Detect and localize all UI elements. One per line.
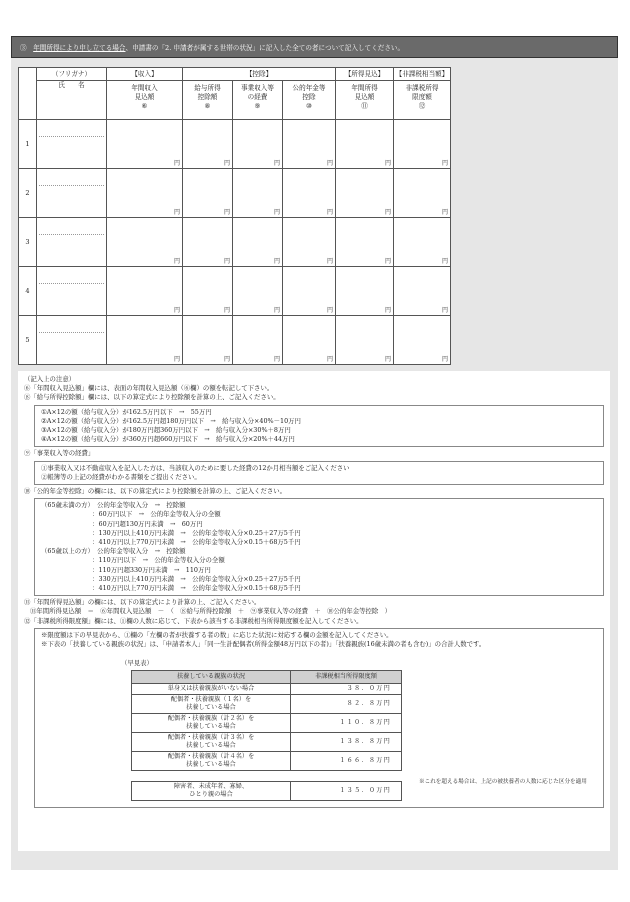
amount-field-6[interactable]: [394, 316, 451, 365]
quick-table-row: [132, 714, 402, 733]
note-10-line: ：130万円以上410万円未満 → 公的年金等収入分×0.25＋27万5千円: [41, 528, 301, 537]
yen-unit: 円: [384, 208, 391, 216]
quick-status-line: 配偶者・扶養親族（計４名）を: [167, 753, 255, 761]
note-10-line: ：410万円以上770万円未満 → 公的年金等収入分×0.15＋68万5千円: [41, 584, 301, 593]
quick-status: [132, 684, 291, 695]
yen-unit: 円: [441, 355, 448, 363]
amount-field-6[interactable]: [394, 120, 451, 169]
section-header-text: 、申請書の「2. 申請者が属する世帯の状況」に記入した全ての者について記入してください。: [125, 44, 405, 52]
quick-col-amount: 非課税相当所得限度額: [291, 671, 402, 684]
note-10: ⑩「公的年金等控除」の欄には、以下の算定式により控除額を計算の上、ご記入ください。: [24, 487, 287, 496]
col-header-label-line: 見込額: [354, 92, 375, 101]
yen-unit: 円: [384, 306, 391, 314]
name-header: 氏 名: [37, 81, 107, 120]
col-header-number: ⑥: [141, 101, 148, 110]
yen-unit: 円: [326, 208, 333, 216]
yen-unit: 円: [326, 159, 333, 167]
quick-status-line: 障害者、未成年者、寡婦、: [173, 783, 249, 791]
quick-amount: １６６．８万円: [291, 752, 402, 771]
amount-field-6[interactable]: [394, 267, 451, 316]
furigana-header: （フリガナ）: [37, 68, 107, 81]
quick-status: [132, 782, 291, 801]
yen-unit: 円: [223, 208, 230, 216]
row-number: 3: [19, 218, 37, 267]
yen-unit: 円: [173, 306, 180, 314]
note-8-line: ②A×12の額（給与収入分）が162.5万円超180万円以下 → 給与収入分×40%－10万円: [41, 416, 301, 425]
quick-table-footnote: ※これを超える場合は、上記の被扶養者の人数に応じた区分を適用: [419, 779, 587, 786]
yen-unit: 円: [273, 306, 280, 314]
amount-field-5[interactable]: [336, 169, 394, 218]
name-field[interactable]: [37, 316, 107, 365]
note-10-line: ：60万円超130万円未満 → 60万円: [41, 519, 203, 528]
yen-unit: 円: [384, 355, 391, 363]
col-header-1: [107, 81, 183, 120]
col-header-label-line: 控除額: [197, 92, 218, 101]
col-header-number: ⑫: [418, 101, 426, 110]
quick-status-line: 扶養している場合: [186, 723, 236, 731]
table-row: [19, 316, 451, 365]
yen-unit: 円: [273, 257, 280, 265]
col-header-number: ⑧: [204, 101, 211, 110]
quick-status: [132, 752, 291, 771]
group-deduction: 【控除】: [183, 68, 336, 81]
group-income: 【収入】: [107, 68, 183, 81]
quick-table-row: [132, 733, 402, 752]
notes-title: （記入上の注意）: [24, 375, 76, 383]
yen-unit: 円: [223, 257, 230, 265]
yen-unit: 円: [173, 355, 180, 363]
quick-amount: １３８．８万円: [291, 733, 402, 752]
amount-field-6[interactable]: [394, 169, 451, 218]
group-income-estimate: 【所得見込】: [336, 68, 394, 81]
amount-field-5[interactable]: [336, 120, 394, 169]
yen-unit: 円: [223, 306, 230, 314]
note-10-line: ：330万円以上410万円未満 → 公的年金等収入分×0.25＋27万5千円: [41, 574, 301, 583]
yen-unit: 円: [441, 257, 448, 265]
row-number: 5: [19, 316, 37, 365]
yen-unit: 円: [173, 257, 180, 265]
yen-unit: 円: [273, 355, 280, 363]
note-10-line: ：410万円以上770万円未満 → 公的年金等収入分×0.15＋68万5千円: [41, 538, 301, 547]
note-9-line: ②帳簿等の上記の経費がわかる書類をご提出ください。: [41, 472, 201, 481]
amount-field-5[interactable]: [336, 316, 394, 365]
amount-field-5[interactable]: [336, 267, 394, 316]
amount-field-2[interactable]: [183, 169, 233, 218]
row-number: 4: [19, 267, 37, 316]
quick-status: [132, 714, 291, 733]
section-number: ③: [20, 44, 27, 52]
quick-status-line: 扶養している場合: [186, 761, 236, 769]
note-10-line: ：110万円超330万円未満 → 110万円: [41, 565, 211, 574]
quick-table-row: [132, 752, 402, 771]
col-header-2: [183, 81, 233, 120]
col-header-label-line: 年間所得: [351, 84, 378, 92]
quick-table-row: [132, 684, 402, 695]
amount-field-6[interactable]: [394, 218, 451, 267]
quick-amount: ８２．８万円: [291, 695, 402, 714]
yen-unit: 円: [384, 257, 391, 265]
table-row: [19, 120, 451, 169]
col-header-label-line: 給与所得: [194, 84, 221, 92]
amount-field-2[interactable]: [183, 267, 233, 316]
yen-unit: 円: [273, 208, 280, 216]
col-header-4: [283, 81, 336, 120]
note-10-box: [34, 498, 604, 596]
quick-table-row: [132, 782, 402, 801]
quick-table-row: [132, 695, 402, 714]
yen-unit: 円: [441, 208, 448, 216]
col-header-label-line: 非課税所得: [405, 84, 439, 92]
quick-status-line: 配偶者・扶養親族（計３名）を: [167, 734, 255, 742]
table-row: [19, 267, 451, 316]
note-6: ⑥「年間収入見込額」欄には、表面の年間収入見込額（⑥欄）の額を転記して下さい。: [24, 384, 274, 393]
quick-status-line: 配偶者・扶養親族（１名）を: [170, 696, 252, 704]
amount-field-2[interactable]: [183, 316, 233, 365]
note-10-line: ：60万円以下 → 公的年金等収入分の全額: [41, 510, 221, 519]
note-10-line: （65歳以上の方） 公的年金等収入分 → 控除額: [41, 547, 186, 556]
yen-unit: 円: [326, 257, 333, 265]
amount-field-4[interactable]: [283, 267, 336, 316]
table-row: [19, 169, 451, 218]
group-nontax: 【非課税相当額】: [394, 68, 451, 81]
note-9-line: ①事業収入又は不動産収入を記入した方は、当該収入のために要した経費の12か月相当額をご記入ください: [41, 463, 350, 472]
yen-unit: 円: [441, 306, 448, 314]
yen-unit: 円: [441, 159, 448, 167]
col-header-6: [394, 81, 451, 120]
col-header-label-line: 見込額: [134, 92, 155, 101]
name-field[interactable]: [37, 267, 107, 316]
amount-field-3[interactable]: [233, 218, 283, 267]
note-8-line: ③A×12の額（給与収入分）が180万円超360万円以下 → 給与収入分×30%＋8万円: [41, 426, 291, 435]
note-10-line: ：110万円以下 → 公的年金等収入分の全額: [41, 556, 225, 565]
amount-field-4[interactable]: [283, 169, 336, 218]
note-12-line: ※下表の「扶養している親族の状況」は、「申請者本人」「同一生計配偶者(所得金額48万円以下の者)」「扶養親族(16歳未満の者も含む)」の合計人数です。: [41, 640, 486, 649]
col-header-label-line: 公的年金等: [292, 84, 326, 92]
quick-status-line: 単身又は扶養親族がいない場合: [167, 685, 255, 693]
yen-unit: 円: [223, 159, 230, 167]
table-row: [19, 218, 451, 267]
quick-table-title: （早見表）: [121, 659, 153, 668]
col-header-number: ⑩: [306, 101, 312, 110]
quick-status: [132, 733, 291, 752]
quick-amount: ３８．０万円: [291, 684, 402, 695]
col-header-label-line: 控除: [302, 92, 316, 101]
notes-section: [18, 371, 610, 851]
quick-status-line: ひとり親の場合: [189, 791, 233, 799]
amount-field-1[interactable]: [107, 316, 183, 365]
income-table: [18, 67, 451, 365]
yen-unit: 円: [384, 159, 391, 167]
note-12: ⑫「非課税所得限度額」欄には、①欄の人数に応じて、下表から該当する非課税相当所得限度額を記入してください。: [24, 616, 363, 625]
special-case-table: [131, 781, 402, 801]
note-10-line: （65歳未満の方） 公的年金等収入分 → 控除額: [41, 501, 186, 510]
note-11: ⑪「年間所得見込額」の欄には、以下の算定式により計算の上、ご記入ください。: [24, 598, 261, 607]
note-8: ⑧「給与所得控除額」欄には、以下の算定式により控除額を計算の上、ご記入ください。: [24, 393, 280, 402]
section-header: [11, 36, 618, 58]
quick-amount: １３５．０万円: [291, 782, 402, 801]
quick-col-status: 扶養している親族の状況: [132, 671, 291, 684]
note-11-formula: ⑪年間所得見込額 ＝ ⑥年間収入見込額 － （ ⑧給与所得控除額 ＋ ⑨事業収入等の経費 ＋ ⑩公的年金等控除 ）: [30, 607, 392, 616]
name-field[interactable]: [37, 218, 107, 267]
row-number: 2: [19, 169, 37, 218]
col-header-number: ⑨: [254, 101, 261, 110]
note-9: ⑨「事業収入等の経費」: [24, 449, 95, 458]
yen-unit: 円: [173, 159, 180, 167]
row-number-header: [19, 68, 37, 120]
amount-field-1[interactable]: [107, 120, 183, 169]
note-8-box: [34, 405, 604, 448]
col-header-label-line: 事業収入等: [241, 84, 274, 92]
amount-field-4[interactable]: [283, 120, 336, 169]
yen-unit: 円: [326, 306, 333, 314]
section-header-underlined: 年間所得により申し立てる場合: [33, 44, 126, 52]
note-12-line: ※限度額は下の早見表から、①欄の「左欄の者が扶養する者の数」に応じた状況に対応する欄の金額を記入してください。: [41, 630, 393, 639]
yen-unit: 円: [326, 355, 333, 363]
name-field[interactable]: [37, 120, 107, 169]
note-8-line: ④A×12の額（給与収入分）が360万円超660万円以下 → 給与収入分×20%＋44万円: [41, 435, 295, 444]
amount-field-2[interactable]: [183, 218, 233, 267]
col-header-label-line: 年間収入: [131, 84, 158, 92]
col-header-label-line: の経費: [247, 92, 268, 101]
quick-status-line: 扶養している場合: [186, 742, 236, 750]
note-12-box: [34, 628, 604, 809]
amount-field-4[interactable]: [283, 218, 336, 267]
quick-status: [132, 695, 291, 714]
note-8-line: ①A×12の額（給与収入分）が162.5万円以下 → 55万円: [41, 407, 212, 416]
yen-unit: 円: [223, 355, 230, 363]
note-9-box: [34, 461, 604, 485]
amount-field-3[interactable]: [233, 267, 283, 316]
col-header-label-line: 限度額: [412, 92, 432, 101]
amount-field-5[interactable]: [336, 218, 394, 267]
amount-field-3[interactable]: [233, 316, 283, 365]
row-number: 1: [19, 120, 37, 169]
col-header-3: [233, 81, 283, 120]
amount-field-1[interactable]: [107, 218, 183, 267]
name-field[interactable]: [37, 169, 107, 218]
quick-status-line: 扶養している場合: [186, 704, 236, 712]
amount-field-1[interactable]: [107, 267, 183, 316]
quick-amount: １１０．８万円: [291, 714, 402, 733]
yen-unit: 円: [273, 159, 280, 167]
quick-status-line: 配偶者・扶養親族（計２名）を: [167, 715, 255, 723]
amount-field-2[interactable]: [183, 120, 233, 169]
yen-unit: 円: [173, 208, 180, 216]
amount-field-4[interactable]: [283, 316, 336, 365]
quick-reference-table: [131, 670, 402, 771]
col-header-number: ⑪: [361, 101, 368, 110]
amount-field-3[interactable]: [233, 120, 283, 169]
col-header-5: [336, 81, 394, 120]
amount-field-3[interactable]: [233, 169, 283, 218]
amount-field-1[interactable]: [107, 169, 183, 218]
